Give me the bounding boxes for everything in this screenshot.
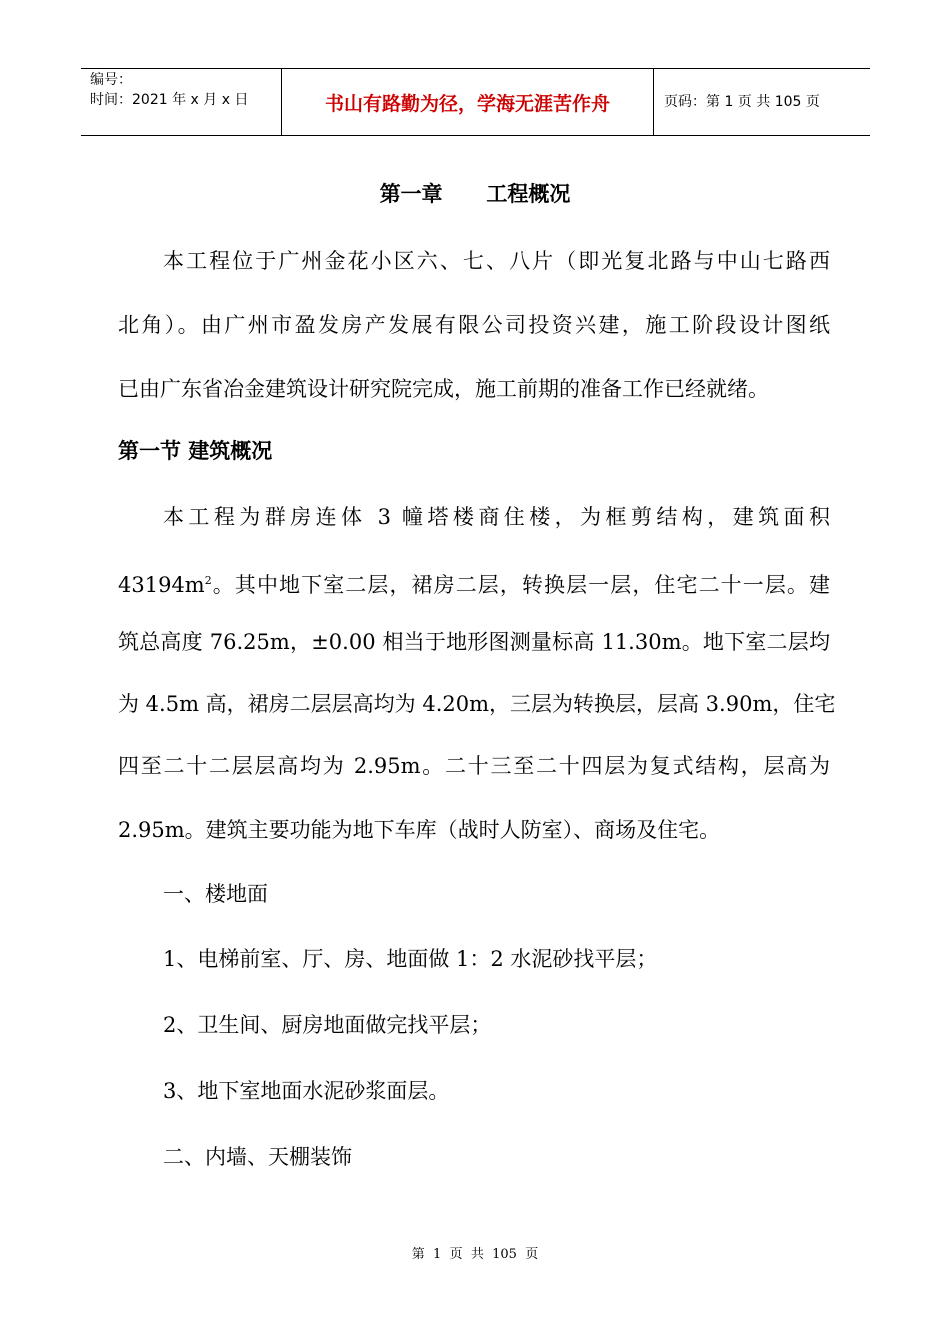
intro-line-2: 北角）。由广州市盈发房产发展有限公司投资兴建，施工阶段设计图纸 (118, 313, 830, 337)
document-number-label: 编号： (90, 72, 132, 88)
floor-area-value: 43194m (118, 573, 205, 597)
overview-line-6: 2.95m。建筑主要功能为地下车库（战时人防室）、商场及住宅。 (118, 818, 721, 842)
overview-line-2 (118, 567, 830, 599)
header-page-info: 页码：第 1 页 共 105 页 (664, 93, 820, 110)
header-middle-cell (281, 69, 654, 135)
floor-item-2: 2、卫生间、厨房地面做完找平层； (163, 1013, 492, 1037)
floor-item-1: 1、电梯前室、厅、房、地面做 1：2 水泥砂找平层； (163, 947, 658, 971)
header-motto: 书山有路勤为径，学海无涯苦作舟 (324, 92, 610, 115)
overview-line-2-rest: 。其中地下室二层，裙房二层，转换层一层，住宅二十一层。建 (211, 573, 830, 597)
overview-line-3: 筑总高度 76.25m，±0.00 相当于地形图测量标高 11.30m。地下室二层均 (118, 630, 830, 654)
chapter-title: 第一章 工程概况 (379, 182, 571, 206)
overview-line-5: 四至二十二层层高均为 2.95m。二十三至二十四层为复式结构，层高为 (118, 754, 830, 778)
intro-line-1: 本工程位于广州金花小区六、七、八片（即光复北路与中山七路西 (163, 249, 830, 273)
floor-item-3: 3、地下室地面水泥砂浆面层。 (163, 1079, 450, 1103)
header-left-cell (81, 69, 281, 135)
wall-heading: 二、内墙、天棚装饰 (163, 1145, 352, 1169)
header-right-cell (654, 69, 870, 135)
overview-line-4: 为 4.5m 高，裙房二层层高均为 4.20m，三层为转换层，层高 3.90m，住宅 (118, 692, 836, 716)
header-table (81, 68, 870, 136)
section-title: 第一节 建筑概况 (118, 439, 273, 463)
overview-line-1: 本工程为群房连体 3 幢塔楼商住楼，为框剪结构，建筑面积 (163, 505, 830, 529)
intro-line-3: 已由广东省冶金建筑设计研究院完成，施工前期的准备工作已经就绪。 (118, 377, 769, 401)
document-date: 时间：2021 年 x 月 x 日 (90, 92, 249, 108)
square-superscript: 2 (204, 574, 212, 587)
floor-heading: 一、楼地面 (163, 882, 268, 906)
page-footer: 第 1 页 共 105 页 (411, 1247, 539, 1262)
